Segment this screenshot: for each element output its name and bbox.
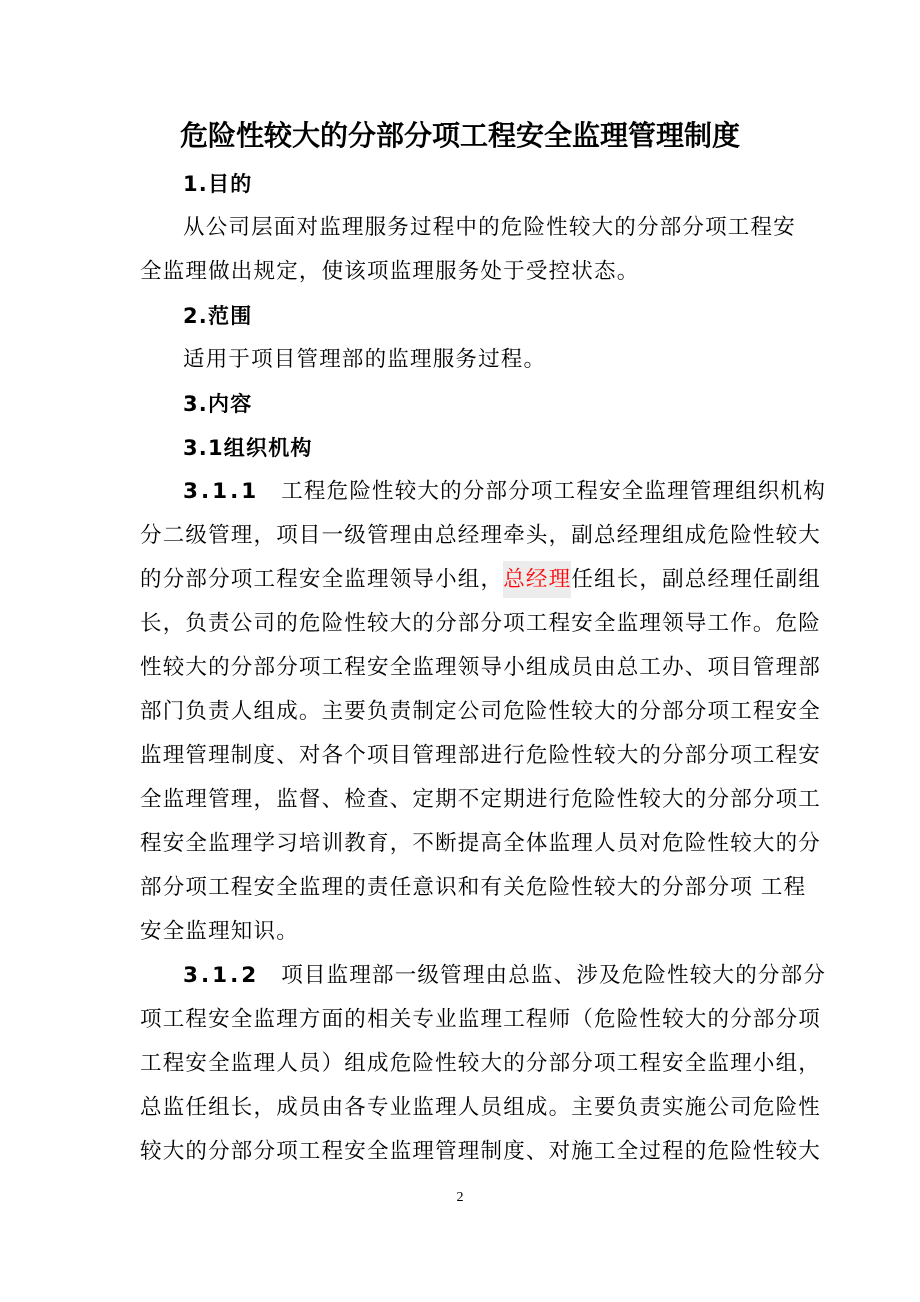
paragraph-3-1-1-line: 监理管理制度、对各个项目管理部进行危险性较大的分部分项工程安	[140, 743, 822, 768]
purpose-text-line: 全监理做出规定，使该项监理服务处于受控状态。	[140, 259, 640, 284]
scope-heading: 2.范围	[183, 304, 253, 328]
paragraph-3-1-1-line: 部门负责人组成。主要负责制定公司危险性较大的分部分项工程安全	[140, 699, 822, 724]
paragraph-3-1-1-line: 部分项工程安全监理的责任意识和有关危险性较大的分部分项 工程	[140, 875, 807, 900]
paragraph-3-1-1-line	[183, 470, 827, 514]
paragraph-3-1-2-line: 工程安全监理人员）组成危险性较大的分部分项工程安全监理小组，	[140, 1051, 822, 1076]
content-heading: 3.内容	[183, 392, 253, 416]
paragraph-text: 任组长，副总经理任副组	[571, 567, 822, 592]
paragraph-number: 3.1.2	[183, 963, 260, 988]
page-number: 2	[456, 1190, 464, 1205]
document-title: 危险性较大的分部分项工程安全监理管理制度	[179, 119, 740, 152]
paragraph-3-1-1-line: 安全监理知识。	[140, 919, 299, 944]
paragraph-3-1-1-line: 长，负责公司的危险性较大的分部分项工程安全监理领导工作。危险	[140, 611, 822, 636]
paragraph-3-1-1-line: 性较大的分部分项工程安全监理领导小组成员由总工办、项目管理部	[140, 655, 822, 680]
paragraph-3-1-1-line	[140, 558, 822, 602]
paragraph-3-1-2-line	[183, 954, 827, 998]
paragraph-3-1-2-line: 较大的分部分项工程安全监理管理制度、对施工全过程的危险性较大	[140, 1139, 822, 1164]
paragraph-3-1-1-line: 全监理管理，监督、检查、定期不定期进行危险性较大的分部分项工	[140, 787, 822, 812]
paragraph-3-1-2-line: 总监任组长，成员由各专业监理人员组成。主要负责实施公司危险性	[140, 1095, 822, 1120]
organization-heading: 3.1组织机构	[183, 436, 313, 460]
paragraph-3-1-2-line: 项工程安全监理方面的相关专业监理工程师（危险性较大的分部分项	[140, 1007, 822, 1032]
paragraph-number: 3.1.1	[183, 479, 260, 504]
paragraph-text: 项目监理部一级管理由总监、涉及危险性较大的分部分	[281, 963, 827, 988]
purpose-heading: 1.目的	[183, 172, 253, 196]
purpose-text-line: 从公司层面对监理服务过程中的危险性较大的分部分项工程安	[183, 215, 796, 240]
paragraph-text: 的分部分项工程安全监理领导小组，	[140, 567, 504, 592]
paragraph-text: 工程危险性较大的分部分项工程安全监理管理组织机构	[281, 479, 827, 504]
scope-text-line: 适用于项目管理部的监理服务过程。	[183, 347, 547, 372]
highlighted-term: 总经理	[503, 561, 571, 598]
paragraph-3-1-1-line: 分二级管理，项目一级管理由总经理牵头，副总经理组成危险性较大	[140, 523, 822, 548]
paragraph-3-1-1-line: 程安全监理学习培训教育，不断提高全体监理人员对危险性较大的分	[140, 831, 822, 856]
